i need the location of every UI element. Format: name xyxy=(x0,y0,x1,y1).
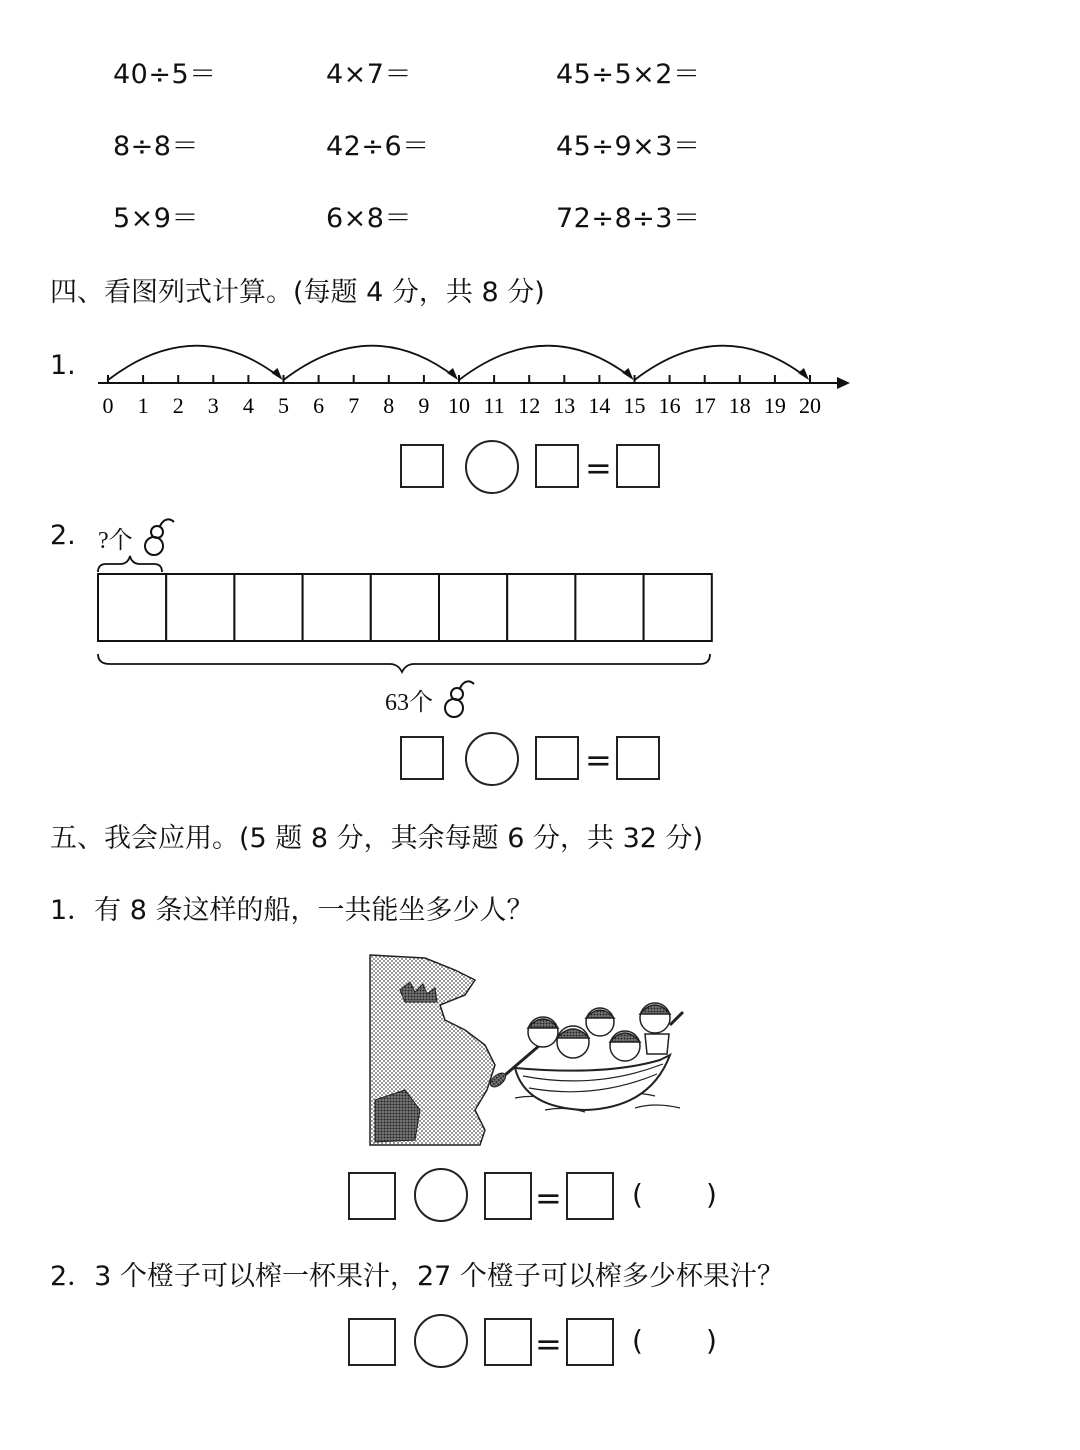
bar-box xyxy=(507,574,575,641)
number-line-arrowhead xyxy=(837,377,850,389)
jump-arc xyxy=(459,346,631,380)
equation-r1c2: 4×7＝ xyxy=(326,59,412,90)
answer-box-2[interactable] xyxy=(535,736,579,780)
equals-sign: = xyxy=(585,741,612,779)
tick-label: 15 xyxy=(623,393,646,418)
tick-label: 0 xyxy=(102,393,114,418)
jump-arc xyxy=(635,346,807,380)
equals-sign: = xyxy=(535,1179,562,1217)
number-line xyxy=(90,330,870,430)
equation-r2c3: 45÷9×3＝ xyxy=(556,131,701,162)
bar-diagram xyxy=(90,550,730,690)
tick-label: 6 xyxy=(313,393,325,418)
bar-box xyxy=(98,574,166,641)
bar-box xyxy=(371,574,439,641)
bar-boxes xyxy=(98,574,712,641)
arc-arrowhead xyxy=(272,368,283,380)
bar-box xyxy=(234,574,302,641)
equation-r2c1: 8÷8＝ xyxy=(113,131,199,162)
unit-blank[interactable] xyxy=(648,1322,702,1362)
equation-r3c2: 6×8＝ xyxy=(326,203,412,234)
gourd-icon xyxy=(440,676,480,720)
arc-arrowhead xyxy=(623,368,634,380)
q2-number: 2. xyxy=(50,520,76,551)
equation-r3c3: 72÷8÷3＝ xyxy=(556,203,701,234)
equals-sign: = xyxy=(585,449,612,487)
tick-label: 17 xyxy=(693,393,716,418)
tick-label: 18 xyxy=(728,393,751,418)
tick-labels xyxy=(103,393,822,418)
unit-paren-open: ( xyxy=(632,1324,643,1357)
unit-blank[interactable] xyxy=(648,1176,702,1216)
jump-arcs xyxy=(108,346,809,380)
tick-label: 3 xyxy=(207,393,219,418)
tick-label: 19 xyxy=(763,393,786,418)
arc-arrowhead xyxy=(798,368,809,380)
answer-box-result[interactable] xyxy=(616,444,660,488)
tick-label: 16 xyxy=(658,393,681,418)
tick-label: 9 xyxy=(418,393,430,418)
section5-heading: 五、我会应用。(5 题 8 分，其余每题 6 分，共 32 分) xyxy=(50,823,704,854)
q1-number: 1. xyxy=(50,350,76,381)
answer-box-result[interactable] xyxy=(566,1318,614,1366)
answer-box-1[interactable] xyxy=(400,444,444,488)
question-1-text: 1．有 8 条这样的船，一共能坐多少人？ xyxy=(50,895,534,926)
answer-box-1[interactable] xyxy=(400,736,444,780)
tick-label: 2 xyxy=(172,393,184,418)
tick-label: 10 xyxy=(448,393,470,418)
answer-box-1[interactable] xyxy=(348,1172,396,1220)
answer-box-result[interactable] xyxy=(616,736,660,780)
jump-arc xyxy=(108,346,280,380)
arc-arrowhead xyxy=(447,368,458,380)
bar-box xyxy=(439,574,507,641)
tick-label: 13 xyxy=(553,393,576,418)
equation-r1c3: 45÷5×2＝ xyxy=(556,59,701,90)
children xyxy=(528,1003,683,1061)
bar-box xyxy=(644,574,712,641)
bottom-brace xyxy=(98,654,710,672)
equation-r3c1: 5×9＝ xyxy=(113,203,199,234)
tick-label: 11 xyxy=(483,393,505,418)
bar-box xyxy=(166,574,234,641)
equals-sign: = xyxy=(535,1325,562,1363)
answer-box-2[interactable] xyxy=(484,1172,532,1220)
equation-r2c2: 42÷6＝ xyxy=(326,131,430,162)
question-2-text: 2．3 个橙子可以榨一杯果汁，27 个橙子可以榨多少杯果汁？ xyxy=(50,1261,784,1292)
boat-hull xyxy=(515,1055,670,1110)
boat-illustration xyxy=(365,950,695,1150)
answer-box-2[interactable] xyxy=(535,444,579,488)
equation-r1c1: 40÷5＝ xyxy=(113,59,217,90)
bar-box xyxy=(303,574,371,641)
bar-box xyxy=(575,574,643,641)
unit-paren-close: ) xyxy=(706,1324,717,1357)
operator-circle[interactable] xyxy=(414,1314,468,1368)
answer-box-2[interactable] xyxy=(484,1318,532,1366)
operator-circle[interactable] xyxy=(414,1168,468,1222)
top-brace xyxy=(98,556,162,572)
tick-label: 4 xyxy=(242,393,254,418)
tick-label: 20 xyxy=(799,393,821,418)
tick-label: 14 xyxy=(588,393,611,418)
answer-box-result[interactable] xyxy=(566,1172,614,1220)
unit-paren-close: ) xyxy=(706,1178,717,1211)
q2-bottom-label: 63个 xyxy=(385,690,433,716)
jump-arc xyxy=(284,346,456,380)
tick-label: 1 xyxy=(137,393,149,418)
answer-box-1[interactable] xyxy=(348,1318,396,1366)
tick-label: 5 xyxy=(278,393,289,418)
section4-heading: 四、看图列式计算。(每题 4 分，共 8 分) xyxy=(50,277,545,308)
operator-circle[interactable] xyxy=(465,440,519,494)
operator-circle[interactable] xyxy=(465,732,519,786)
tick-label: 7 xyxy=(348,393,360,418)
tick-label: 8 xyxy=(383,393,395,418)
tick-label: 12 xyxy=(518,393,541,418)
q2-top-label: ?个 xyxy=(98,528,133,554)
unit-paren-open: ( xyxy=(632,1178,643,1211)
